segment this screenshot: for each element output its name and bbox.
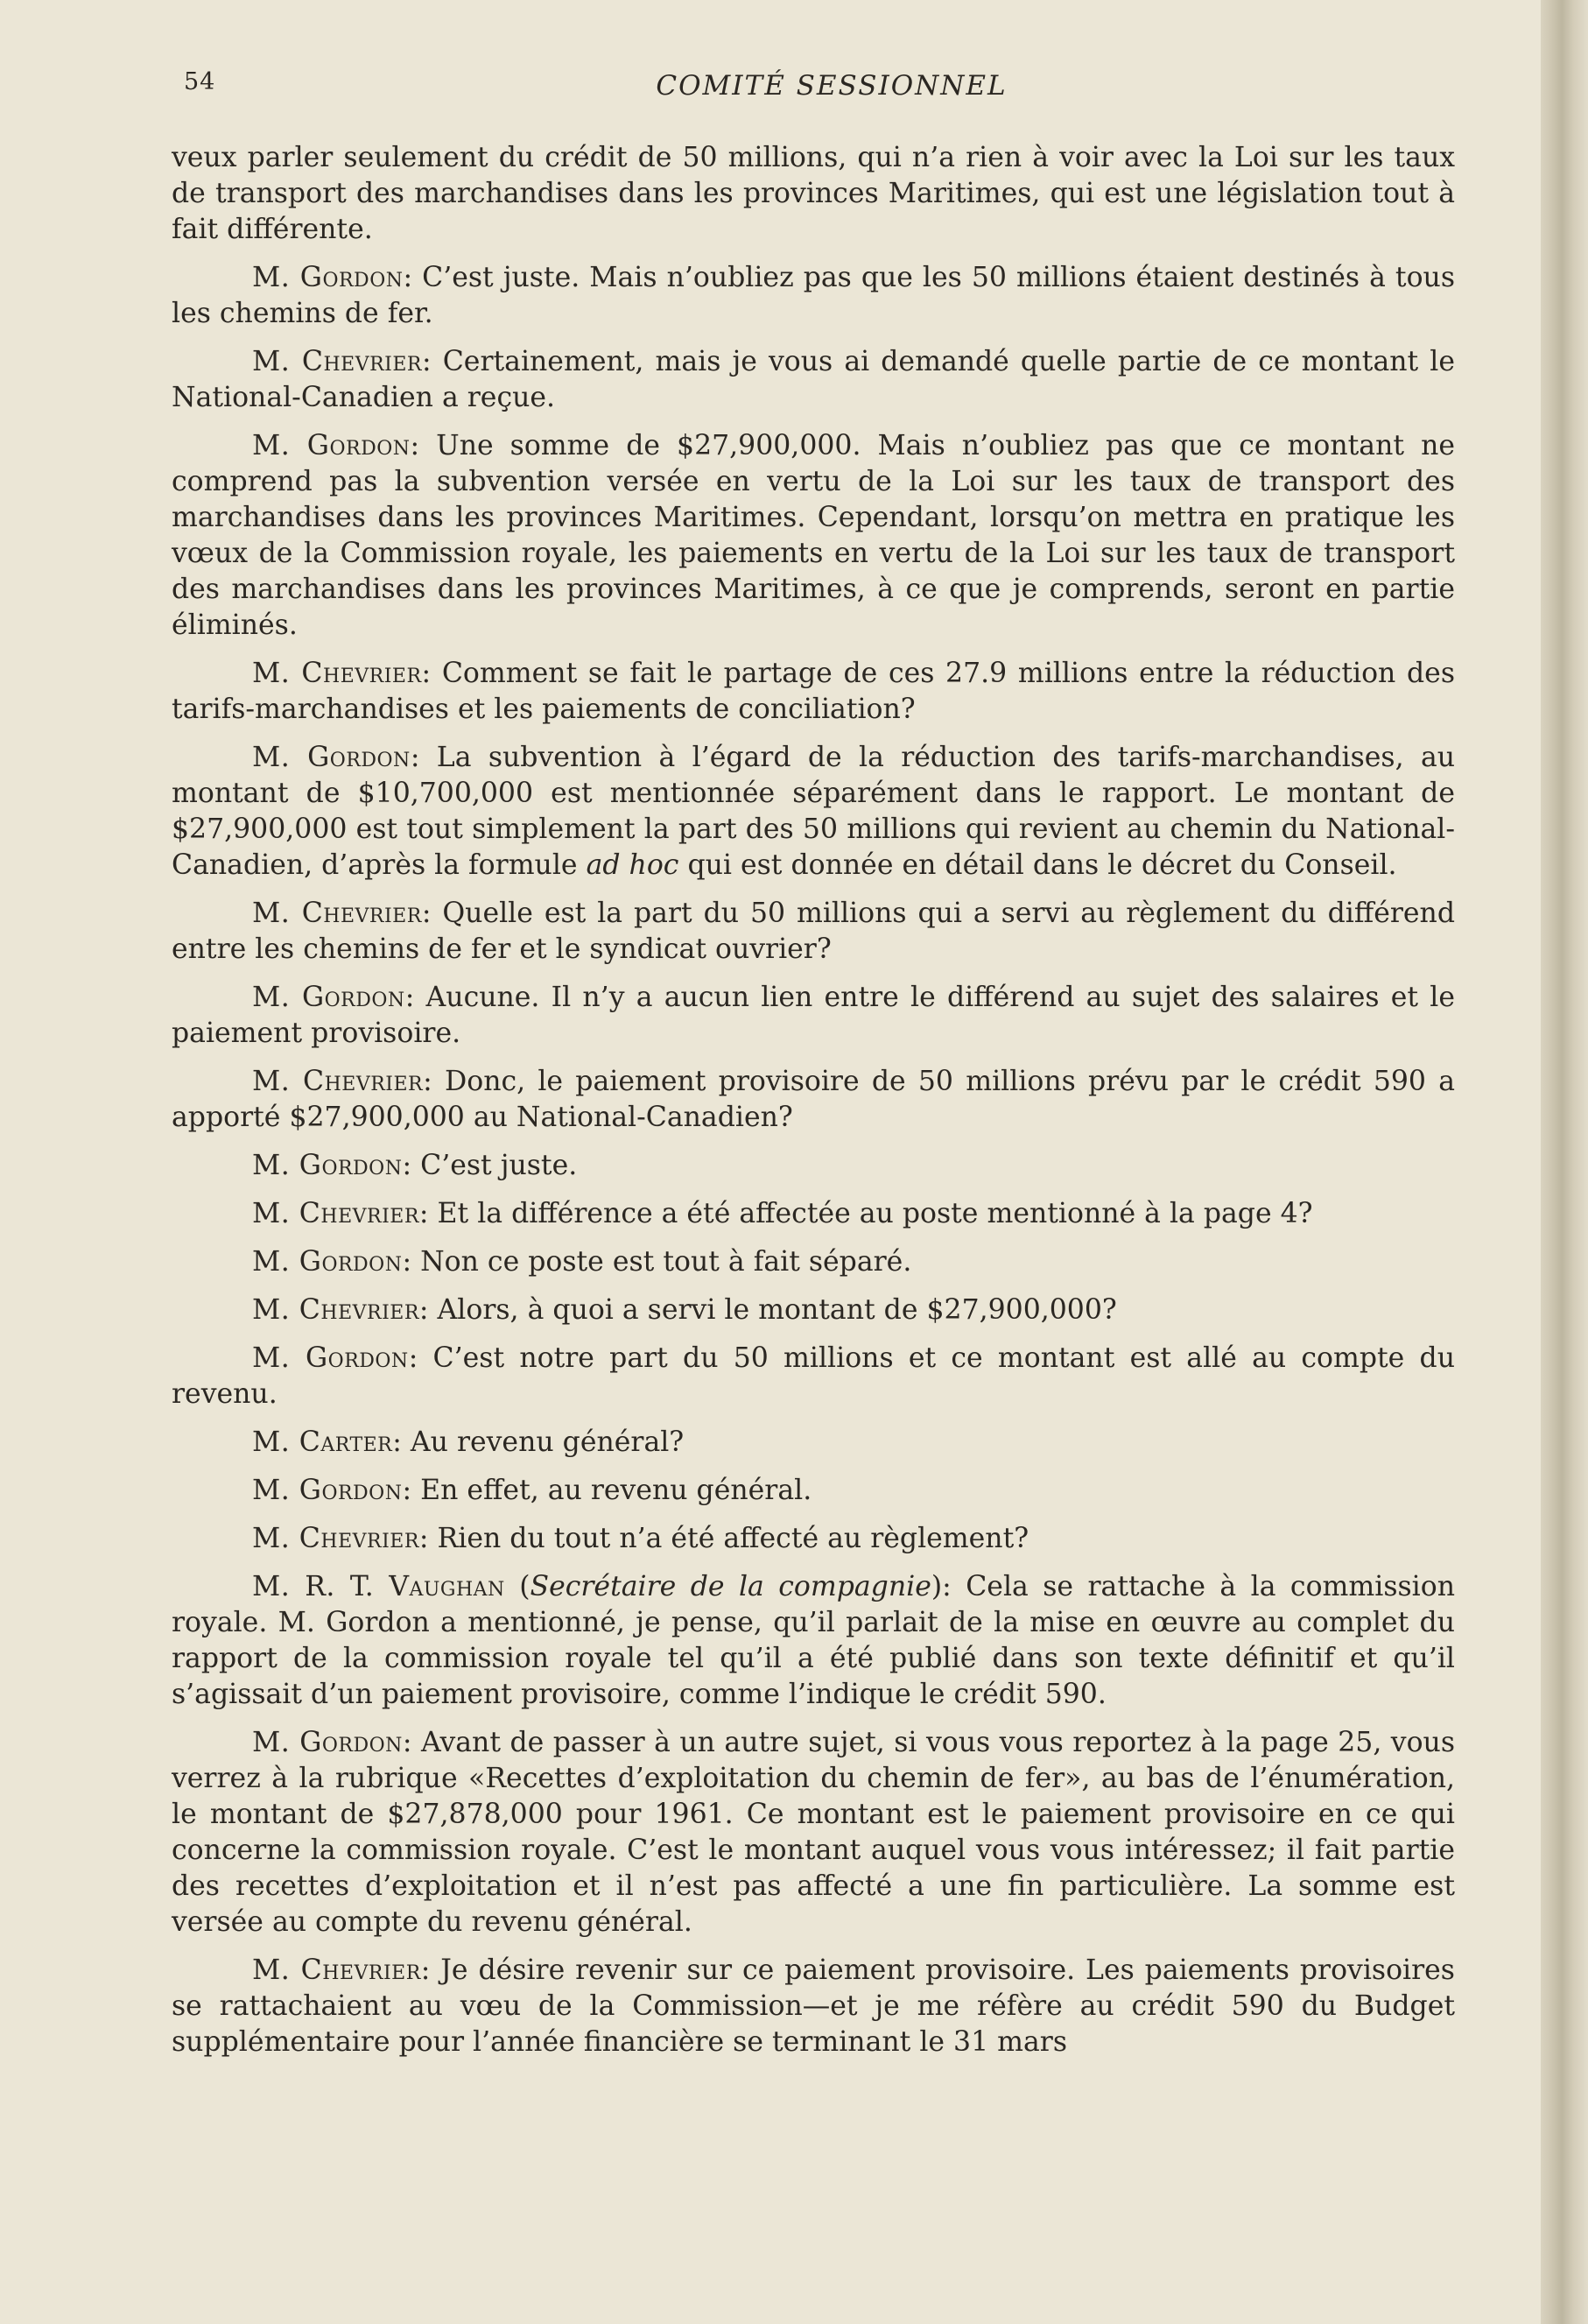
speaker-paragraph: M. Gordon: En effet, au revenu général. — [252, 1475, 812, 1506]
paragraph-text: Au revenu général? — [410, 1426, 685, 1458]
speaker-name: M. Chevrier — [252, 1198, 419, 1229]
speaker-paragraph: M. Chevrier: Donc, le paiement provisoire de 50 millions prévu par le crédit 590 a apporté $27,900,000 au National-Canadien? — [172, 1066, 1455, 1133]
page-header — [184, 68, 1479, 107]
paragraph-text: Rien du tout n’a été affecté au règlement? — [437, 1523, 1029, 1554]
speaker-paragraph: M. Gordon: C’est notre part du 50 millions et ce montant est allé au compte du revenu. — [172, 1342, 1455, 1410]
speaker-paragraph: M. Gordon: La subvention à l’égard de la réduction des tarifs-marchandises, au montant de $10,700,000 est mentionnée séparément dans le rapport. Le montant de $27,900,000 est tout simplement la part des 50 millions qui revient au chemin du National-Canadien, d’après la formule ad hoc qui est donnée en détail dans le décret du Conseil. — [172, 742, 1456, 881]
speaker-paragraph: M. Gordon: C’est juste. Mais n’oubliez pas que les 50 millions étaient destinés à tous les chemins de fer. — [172, 262, 1455, 329]
speaker-name: M. Carter — [252, 1426, 393, 1458]
speaker-paragraph: M. Chevrier: Je désire revenir sur ce paiement provisoire. Les paiements provisoires se rattachaient au vœu de la Commission—et je me réfère au crédit 590 du Budget supplémentaire pour l’année financière se terminant le 31 mars — [172, 1954, 1455, 2058]
paragraph-text: La subvention à l’égard de la réduction des tarifs-marchandises, au montant de $10,700,000 est mentionnée séparément dans le rapport. Le montant de $27,900,000 est tout simplement la part des 50 millions qui revient au chemin du National-Canadien, d’après la formule ad hoc qui est donnée en détail dans le décret du Conseil. — [172, 742, 1456, 881]
speaker-name: M. Gordon — [252, 742, 411, 773]
speaker-paragraph: M. Chevrier: Comment se fait le partage de ces 27.9 millions entre la réduction des tarifs-marchandises et les paiements de conciliation? — [172, 658, 1455, 725]
paragraph-text: Et la différence a été affectée au poste mentionné à la page 4? — [437, 1198, 1313, 1229]
paragraph-text: Je désire revenir sur ce paiement provisoire. Les paiements provisoires se rattachaient au vœu de la Commission—et je me réfère au crédit 590 du Budget supplémentaire pour l’année financière se terminant le 31 mars — [172, 1954, 1455, 2058]
speaker-paragraph: M. Carter: Au revenu général? — [252, 1426, 685, 1458]
paragraph-text: Certainement, mais je vous ai demandé quelle partie de ce montant le National-Canadien a reçue. — [172, 346, 1455, 413]
transcript-body — [172, 140, 1455, 2073]
speaker-paragraph: M. Gordon: Avant de passer à un autre sujet, si vous vous reportez à la page 25, vous verrez à la rubrique «Recettes d’exploitation du chemin de fer», au bas de l’énumération, le montant de $27,878,000 pour 1961. Ce montant est le paiement provisoire en ce qui concerne la commission royale. C’est le montant auquel vous vous intéressez; il fait partie des recettes d’exploitation et il n’est pas affecté a une fin particulière. La somme est versée au compte du revenu général. — [172, 1727, 1456, 1938]
speaker-name: M. Chevrier — [252, 346, 422, 377]
speaker-paragraph: M. Chevrier: Et la différence a été affectée au poste mentionné à la page 4? — [252, 1198, 1313, 1229]
paragraph-text: Avant de passer à un autre sujet, si vous vous reportez à la page 25, vous verrez à la rubrique «Recettes d’exploitation du chemin de fer», au bas de l’énumération, le montant de $27,878,000 pour 1961. Ce montant est le paiement provisoire en ce qui concerne la commission royale. C’est le montant auquel vous vous intéressez; il fait partie des recettes d’exploitation et il n’est pas affecté a une fin particulière. La somme est versée au compte du revenu général. — [172, 1727, 1456, 1938]
paragraph-text: Aucune. Il n’y a aucun lien entre le différend au sujet des salaires et le paiement provisoire. — [172, 982, 1455, 1049]
paragraph-text: Alors, à quoi a servi le montant de $27,900,000? — [437, 1294, 1117, 1326]
speaker-name: M. Gordon — [252, 1475, 403, 1506]
paragraph-text: C’est juste. — [420, 1150, 578, 1181]
paragraph-text: En effet, au revenu général. — [420, 1475, 812, 1506]
paragraph-text: Quelle est la part du 50 millions qui a servi au règlement du différend entre les chemins de fer et le syndicat ouvrier? — [172, 898, 1455, 965]
continuation-paragraph — [172, 140, 1455, 248]
paragraph-text: Comment se fait le partage de ces 27.9 millions entre la réduction des tarifs-marchandises et les paiements de conciliation? — [172, 658, 1455, 725]
speaker-name: M. Chevrier — [252, 1954, 421, 1986]
speaker-paragraph: M. Chevrier: Quelle est la part du 50 millions qui a servi au règlement du différend entre les chemins de fer et le syndicat ouvrier? — [172, 898, 1455, 965]
speaker-name: M. Gordon — [252, 1727, 403, 1758]
speaker-name: M. Gordon — [252, 1150, 403, 1181]
latin-term: ad hoc — [586, 849, 679, 881]
speaker-paragraph: M. Gordon: Aucune. Il n’y a aucun lien entre le différend au sujet des salaires et le paiement provisoire. — [172, 982, 1455, 1049]
speaker-paragraph: M. Gordon: Non ce poste est tout à fait séparé. — [252, 1246, 912, 1278]
speaker-name: M. Gordon — [252, 1246, 403, 1278]
speaker-paragraph: M. R. T. Vaughan (Secrétaire de la compagnie): Cela se rattache à la commission royale. M. Gordon a mentionné, je pense, qu’il parlait de la mise en œuvre au complet du rapport de la commission royale tel qu’il a été publié dans son texte définitif et qu’il s’agissait d’un paiement provisoire, comme l’indique le crédit 590. — [172, 1571, 1455, 1710]
paragraph-text: veux parler seulement du crédit de 50 millions, qui n’a rien à voir avec la Loi sur les taux de transport des marchandises dans les provinces Maritimes, qui est une législation tout à fait différente. — [172, 142, 1455, 245]
running-title: COMITÉ SESSIONNEL — [656, 70, 1008, 102]
speaker-role: Secrétaire de la compagnie — [530, 1571, 931, 1602]
speaker-name: M. Chevrier — [252, 898, 422, 929]
speaker-name: M. R. T. Vaughan — [252, 1571, 505, 1602]
speaker-name: M. Chevrier — [252, 658, 422, 689]
speaker-name: M. Chevrier — [252, 1066, 424, 1097]
speaker-paragraph: M. Chevrier: Alors, à quoi a servi le montant de $27,900,000? — [252, 1294, 1117, 1326]
speaker-name: M. Gordon — [252, 430, 411, 461]
paragraph-text: Donc, le paiement provisoire de 50 millions prévu par le crédit 590 a apporté $27,900,000 au National-Canadien? — [172, 1066, 1455, 1133]
speaker-name: M. Chevrier — [252, 1523, 419, 1554]
speaker-paragraph: M. Gordon: C’est juste. — [252, 1150, 578, 1181]
paragraph-text: Une somme de $27,900,000. Mais n’oubliez pas que ce montant ne comprend pas la subvention versée en vertu de la Loi sur les taux de transport des marchandises dans les provinces Maritimes. Cependant, lorsqu’on mettra en pratique les vœux de la Commission royale, les paiements en vertu de la Loi sur les taux de transport des marchandises dans les provinces Maritimes, à ce que je comprends, seront en partie éliminés. — [172, 430, 1455, 641]
speaker-paragraph: M. Chevrier: Certainement, mais je vous ai demandé quelle partie de ce montant le National-Canadien a reçue. — [172, 346, 1455, 413]
paragraph-text: C’est notre part du 50 millions et ce montant est allé au compte du revenu. — [172, 1342, 1455, 1410]
book-binding-edge — [1541, 0, 1588, 2324]
speaker-name: M. Gordon — [252, 1342, 409, 1374]
speaker-name: M. Gordon — [252, 982, 405, 1013]
speaker-name: M. Gordon — [252, 262, 404, 293]
paragraph-text: Non ce poste est tout à fait séparé. — [420, 1246, 912, 1278]
speaker-paragraph: M. Gordon: Une somme de $27,900,000. Mais n’oubliez pas que ce montant ne comprend pas la subvention versée en vertu de la Loi sur les taux de transport des marchandises dans les provinces Maritimes. Cependant, lorsqu’on mettra en pratique les vœux de la Commission royale, les paiements en vertu de la Loi sur les taux de transport des marchandises dans les provinces Maritimes, à ce que je comprends, seront en partie éliminés. — [172, 430, 1455, 641]
speaker-name: M. Chevrier — [252, 1294, 419, 1326]
paragraph-text: Cela se rattache à la commission royale. M. Gordon a mentionné, je pense, qu’il parlait de la mise en œuvre au complet du rapport de la commission royale tel qu’il a été publié dans son texte définitif et qu’il s’agissait d’un paiement provisoire, comme l’indique le crédit 590. — [172, 1571, 1455, 1710]
paragraph-text: C’est juste. Mais n’oubliez pas que les 50 millions étaient destinés à tous les chemins de fer. — [172, 262, 1455, 329]
speaker-paragraph: M. Chevrier: Rien du tout n’a été affecté au règlement? — [252, 1523, 1029, 1554]
page-number: 54 — [184, 68, 216, 95]
